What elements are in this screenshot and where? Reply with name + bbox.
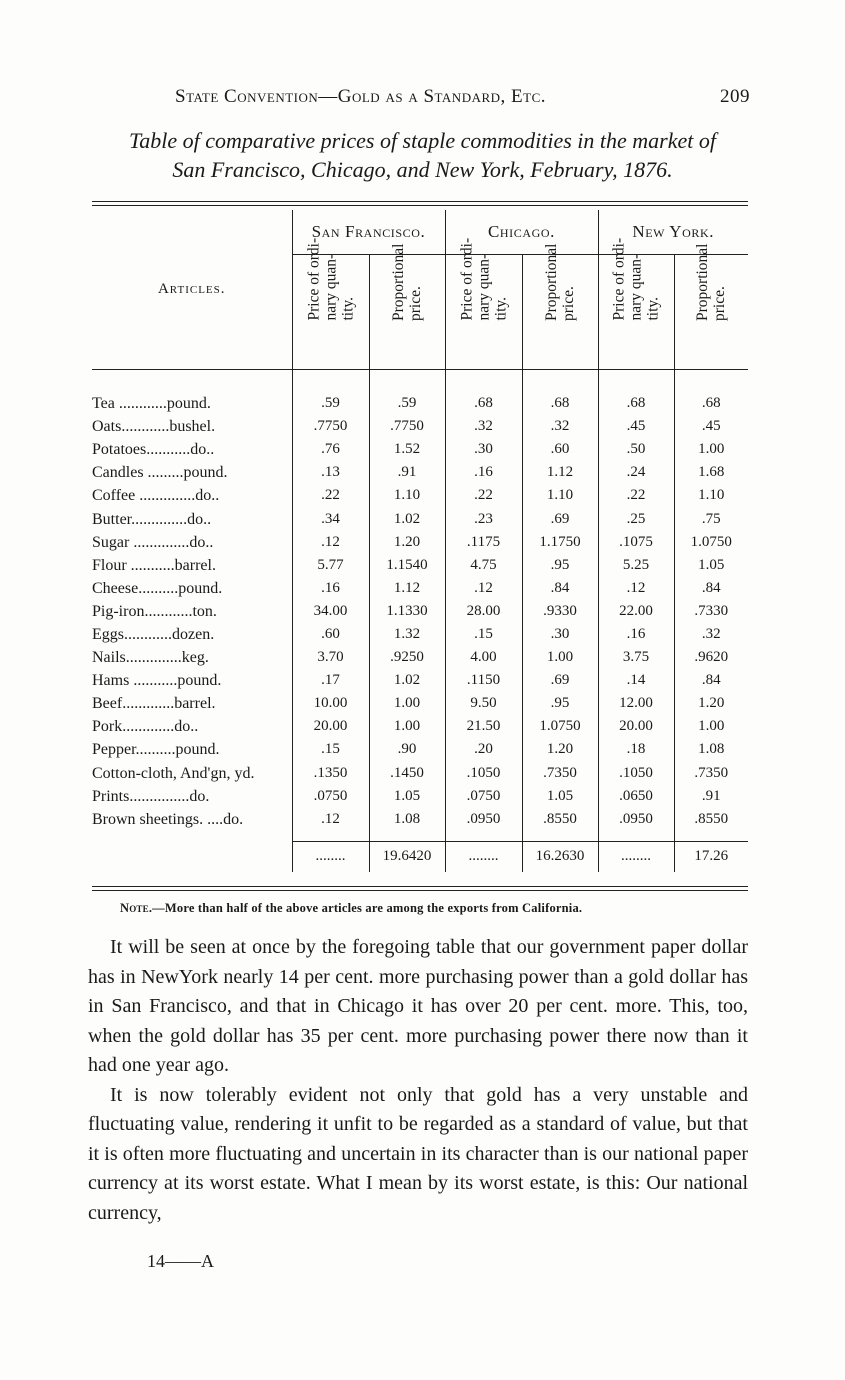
cell-ch-prop: 1.20 [522, 738, 598, 761]
cell-sf-prop: .9250 [369, 646, 445, 669]
cell-ny-prop: 1.0750 [674, 531, 748, 554]
cell-ny-price: 22.00 [598, 600, 674, 623]
cell-sf-price: .0750 [292, 785, 369, 808]
cell-ch-price: .22 [445, 484, 522, 507]
cell-ch-prop: .95 [522, 554, 598, 577]
table-row [92, 762, 748, 785]
article-name: Cotton-cloth, And'gn, yd. [92, 764, 255, 782]
cell-ny-price: 5.25 [598, 554, 674, 577]
table-row [92, 507, 748, 530]
cell-ch-price: .23 [445, 507, 522, 530]
sub-header-ch-proportional: Proportional price. [522, 255, 598, 370]
cell-sf-price: .7750 [292, 415, 369, 438]
table-row [92, 785, 748, 808]
cell-ch-prop: .32 [522, 415, 598, 438]
cell-sf-prop: 1.10 [369, 484, 445, 507]
article-name: Cheese..........pound. [92, 579, 223, 597]
cell-ch-prop: .95 [522, 692, 598, 715]
cell-ch-prop: 1.00 [522, 646, 598, 669]
cell-ch-prop: 1.05 [522, 785, 598, 808]
article-name: Butter..............do.. [92, 510, 212, 528]
cell-ch-prop: .84 [522, 577, 598, 600]
table-row [92, 392, 748, 415]
cell-ch-price: .68 [445, 392, 522, 415]
sub-header-ch-ordinary: Price of ordi- nary quan- tity. [445, 255, 522, 370]
cell-ch-price: .0950 [445, 808, 522, 831]
cell-ny-price: .22 [598, 484, 674, 507]
cell-sf-price: 3.70 [292, 646, 369, 669]
cell-sf-price: .12 [292, 531, 369, 554]
ny-total-filler: ........ [598, 841, 674, 872]
table-row [92, 415, 748, 438]
table-body [92, 370, 748, 831]
running-title: State Convention—Gold as a Standard, Etc. [175, 86, 546, 107]
note-label: Note. [120, 901, 153, 915]
cell-sf-prop: .7750 [369, 415, 445, 438]
cell-sf-prop: .90 [369, 738, 445, 761]
cell-sf-prop: 1.1540 [369, 554, 445, 577]
cell-ch-price: 4.75 [445, 554, 522, 577]
cell-ny-prop: 1.68 [674, 461, 748, 484]
signature-mark: 14——A [147, 1251, 214, 1271]
cell-sf-price: .60 [292, 623, 369, 646]
sub-header-ny-ordinary: Price of ordi- nary quan- tity. [598, 255, 674, 370]
cell-ch-price: .30 [445, 438, 522, 461]
table-row [92, 484, 748, 507]
cell-ny-prop: .45 [674, 415, 748, 438]
article-name: Pig-iron............ton. [92, 602, 217, 620]
cell-ch-prop: 1.10 [522, 484, 598, 507]
table-row [92, 554, 748, 577]
cell-ny-prop: .91 [674, 785, 748, 808]
cell-sf-price: 5.77 [292, 554, 369, 577]
table-top-rule-2 [92, 205, 748, 206]
table-row [92, 715, 748, 738]
cell-ch-prop: .68 [522, 392, 598, 415]
ch-total: 16.2630 [522, 841, 598, 872]
table-bottom-rule [92, 886, 748, 887]
table-row [92, 646, 748, 669]
cell-ch-prop: .60 [522, 438, 598, 461]
article-name: Hams ...........pound. [92, 672, 222, 690]
cell-sf-prop: 1.20 [369, 531, 445, 554]
cell-sf-price: .17 [292, 669, 369, 692]
table-top-rule [92, 201, 748, 202]
cell-ch-price: .1150 [445, 669, 522, 692]
note-text: —More than half of the above articles are among the exports from California. [152, 901, 583, 915]
table-row [92, 438, 748, 461]
table-caption [90, 126, 755, 184]
sub-header-ny-proportional: Proportional price. [674, 255, 748, 370]
cell-sf-prop: 1.02 [369, 669, 445, 692]
sub-header-sf-proportional: Proportional price. [369, 255, 445, 370]
cell-ch-prop: .30 [522, 623, 598, 646]
cell-ch-price: .0750 [445, 785, 522, 808]
cell-sf-price: .76 [292, 438, 369, 461]
cell-ny-prop: .7350 [674, 762, 748, 785]
table-row [92, 461, 748, 484]
article-name: Beef.............barrel. [92, 695, 216, 713]
sf-total-filler: ........ [292, 841, 369, 872]
table-row [92, 600, 748, 623]
ch-total-filler: ........ [445, 841, 522, 872]
article-name: Prints...............do. [92, 787, 210, 805]
cell-ny-prop: 1.00 [674, 438, 748, 461]
cell-sf-prop: 1.1330 [369, 600, 445, 623]
article-name: Oats............bushel. [92, 418, 216, 436]
articles-header: Articles. [92, 210, 292, 370]
caption-line-2: San Francisco, Chicago, and New York, February, 1876. [172, 157, 673, 182]
cell-sf-prop: 1.08 [369, 808, 445, 831]
cell-ny-prop: 1.08 [674, 738, 748, 761]
table-row [92, 531, 748, 554]
cell-sf-price: .15 [292, 738, 369, 761]
city-header-new-york: New York. [598, 210, 748, 255]
cell-sf-price: 20.00 [292, 715, 369, 738]
cell-ch-price: .15 [445, 623, 522, 646]
article-name: Pepper..........pound. [92, 741, 220, 759]
city-header-san-francisco: San Francisco. [292, 210, 445, 255]
article-name: Potatoes...........do.. [92, 441, 215, 459]
cell-ch-prop: 1.1750 [522, 531, 598, 554]
table-row [92, 808, 748, 831]
cell-sf-prop: 1.00 [369, 692, 445, 715]
city-header-chicago: Chicago. [445, 210, 598, 255]
cell-ny-price: .68 [598, 392, 674, 415]
sub-header-sf-ordinary: Price of ordi- nary quan- tity. [292, 255, 369, 370]
cell-ch-prop: .69 [522, 669, 598, 692]
cell-ch-price: .16 [445, 461, 522, 484]
page-number: 209 [720, 86, 750, 107]
cell-sf-prop: 1.52 [369, 438, 445, 461]
cell-ny-price: .0650 [598, 785, 674, 808]
cell-ch-price: .12 [445, 577, 522, 600]
cell-ch-price: 21.50 [445, 715, 522, 738]
cell-sf-prop: .59 [369, 392, 445, 415]
table-bottom-rule-2 [92, 890, 748, 891]
paragraph-1: It will be seen at once by the foregoing table that our government paper dollar has in NewYork nearly 14 per cent. more purchasing power than a gold dollar has in San Francisco, and that in Chicago it has over 20 per cent. more. This, too, when the gold dollar has 35 per cent. more purchasing power there now than it had one year ago. [88, 936, 748, 1076]
cell-ch-prop: 1.12 [522, 461, 598, 484]
cell-ny-prop: .9620 [674, 646, 748, 669]
cell-ny-price: .1075 [598, 531, 674, 554]
cell-ny-prop: .68 [674, 392, 748, 415]
cell-sf-prop: .91 [369, 461, 445, 484]
body-text [88, 933, 748, 1228]
cell-ny-prop: 1.05 [674, 554, 748, 577]
sf-total: 19.6420 [369, 841, 445, 872]
cell-ny-prop: .32 [674, 623, 748, 646]
article-name: Eggs............dozen. [92, 625, 215, 643]
cell-sf-prop: .1450 [369, 762, 445, 785]
article-name: Nails..............keg. [92, 649, 209, 667]
article-name: Tea ............pound. [92, 395, 211, 413]
cell-sf-price: .13 [292, 461, 369, 484]
cell-ny-prop: .7330 [674, 600, 748, 623]
price-table [92, 210, 748, 872]
cell-ny-prop: .84 [674, 669, 748, 692]
cell-sf-price: 34.00 [292, 600, 369, 623]
cell-ny-price: .14 [598, 669, 674, 692]
cell-sf-price: .34 [292, 507, 369, 530]
table-row [92, 692, 748, 715]
cell-ny-price: 3.75 [598, 646, 674, 669]
article-name: Coffee ..............do.. [92, 487, 220, 505]
cell-ch-price: .1050 [445, 762, 522, 785]
cell-ch-price: .1175 [445, 531, 522, 554]
table-row [92, 669, 748, 692]
cell-ny-price: .25 [598, 507, 674, 530]
cell-sf-price: .22 [292, 484, 369, 507]
cell-ny-prop: 1.20 [674, 692, 748, 715]
cell-ny-prop: 1.00 [674, 715, 748, 738]
cell-ny-price: 12.00 [598, 692, 674, 715]
cell-ny-prop: .8550 [674, 808, 748, 831]
cell-ny-price: .24 [598, 461, 674, 484]
cell-ny-price: .1050 [598, 762, 674, 785]
cell-ch-price: 28.00 [445, 600, 522, 623]
cell-sf-prop: 1.02 [369, 507, 445, 530]
cell-ny-prop: 1.10 [674, 484, 748, 507]
cell-ny-price: .18 [598, 738, 674, 761]
cell-sf-price: .16 [292, 577, 369, 600]
cell-sf-prop: 1.05 [369, 785, 445, 808]
cell-sf-price: .59 [292, 392, 369, 415]
table-row [92, 738, 748, 761]
totals-row [92, 841, 748, 872]
cell-ch-prop: .9330 [522, 600, 598, 623]
article-name: Sugar ..............do.. [92, 533, 214, 551]
cell-ny-price: .16 [598, 623, 674, 646]
cell-ny-price: .12 [598, 577, 674, 600]
cell-ny-prop: .75 [674, 507, 748, 530]
cell-ch-prop: 1.0750 [522, 715, 598, 738]
cell-ch-prop: .7350 [522, 762, 598, 785]
article-name: Flour ...........barrel. [92, 556, 216, 574]
cell-sf-price: .1350 [292, 762, 369, 785]
paragraph-2: It is now tolerably evident not only that gold has a very unstable and fluctuating value, rendering it unfit to be regarded as a standard of value, but that it is often more fluctuating and uncertain in its character than is our national paper currency at its worst estate. What I mean by its worst estate, is this: Our national currency, [88, 1083, 748, 1224]
caption-line-1: Table of comparative prices of staple commodities in the market of [129, 128, 716, 153]
cell-ch-price: .20 [445, 738, 522, 761]
article-name: Brown sheetings. ....do. [92, 810, 244, 828]
cell-sf-prop: 1.32 [369, 623, 445, 646]
table-note [120, 901, 582, 916]
cell-sf-prop: 1.00 [369, 715, 445, 738]
cell-sf-price: .12 [292, 808, 369, 831]
cell-ny-price: .45 [598, 415, 674, 438]
cell-ny-prop: .84 [674, 577, 748, 600]
ny-total: 17.26 [674, 841, 748, 872]
cell-sf-prop: 1.12 [369, 577, 445, 600]
cell-ny-price: .0950 [598, 808, 674, 831]
cell-ch-prop: .8550 [522, 808, 598, 831]
cell-ch-prop: .69 [522, 507, 598, 530]
cell-sf-price: 10.00 [292, 692, 369, 715]
cell-ny-price: .50 [598, 438, 674, 461]
table-row [92, 577, 748, 600]
article-name: Pork.............do.. [92, 718, 199, 736]
article-name: Candles .........pound. [92, 464, 228, 482]
cell-ch-price: .32 [445, 415, 522, 438]
cell-ch-price: 4.00 [445, 646, 522, 669]
table-row [92, 623, 748, 646]
cell-ny-price: 20.00 [598, 715, 674, 738]
cell-ch-price: 9.50 [445, 692, 522, 715]
